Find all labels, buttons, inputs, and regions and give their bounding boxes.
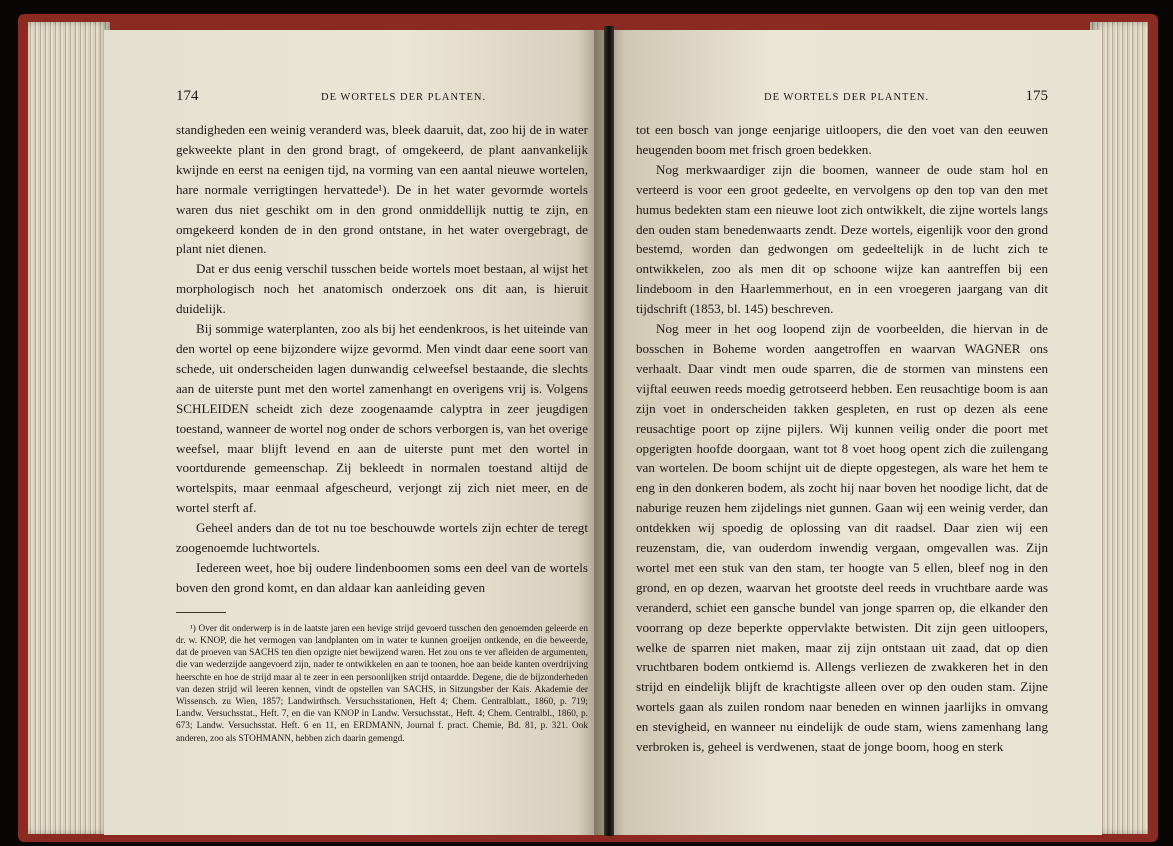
left-page-body xyxy=(176,120,588,598)
paragraph: Dat er dus eenig verschil tusschen beide wortels moet bestaan, al wijst het morphologisch noch het anatomisch onderzoek ons dit aan, is hieruit duidelijk. xyxy=(176,261,588,317)
right-page xyxy=(594,30,1102,835)
paragraph: tot een bosch van jonge eenjarige uitloopers, die den voet van den eeuwen heugenden boom met frisch groen bedekken. xyxy=(636,122,1048,157)
left-page xyxy=(104,30,612,835)
running-head: DE WORTELS DER PLANTEN. xyxy=(764,92,930,103)
paragraph: Nog meer in het oog loopend zijn de voorbeelden, die hiervan in de bosschen in Boheme worden aangetroffen en waarvan WAGNER ons verhaalt. Daar vindt men oude sparren, die de stormen van minstens een vijftal eeuwen reeds moedig getrotseerd hebben. Een reusachtige boom is aan zijn voet in onderscheiden takken gespleten, en rust op dezen als eene reusachtige poort op zijne pijlers. Wij kunnen veilig onder die poort met opgerigten hoofde doorgaan, want tot 8 voet hoog opent zich die zuilengang van wortelen. De boom schijnt uit de diepte opgestegen, als ware het hem te eng in den donkeren bodem, als zocht hij naar boven het noodige licht, dat de naburige reuzen hem zijdelings niet gunnen. Gaan wij een weinig verder, dan ontdekken wij spoedig de oplossing van dit raadsel. Daar zien wij een reuzenstam, die, van ouderdom inwendig vergaan, omgevallen was. Zijn wortel met een stuk van den stam, ter hoogte van 5 ellen, bleef nog in den grond, en op dezen, waarvan het grootste deel reeds in vruchtbare aarde was veranderd, schiet een gansche bundel van jonge sparren op, die elkander den voorrang op deze beperkte oppervlakte betwisten. Dit zijn geen uitloopers, welke de sparren niet maken, maar zij zijn ontstaan uit zaad, dat op dien vruchtbaren bodem ontkiemd is. Allengs verliezen de zwakkeren het in den strijd en eindelijk blijft de krachtigste alleen over op den ouden stam. Zijne wortels gaan als zuilen rondom naar beneden en winnen jaarlijks in omvang en stevigheid, en wanneer nu eindelijk de oude stam, wiens zamenhang lang verbroken is, geheel is verdwenen, staat de jonge boom, hoog en sterk xyxy=(636,321,1048,755)
page-edges-left xyxy=(28,22,110,834)
open-book xyxy=(28,16,1152,840)
footnote-rule xyxy=(176,612,226,613)
right-page-header xyxy=(636,88,1048,110)
left-page-header xyxy=(176,88,588,110)
book-gutter xyxy=(604,26,614,836)
page-number: 175 xyxy=(1025,88,1048,104)
footnote: ¹) Over dit onderwerp is in de laatste jaren een hevige strijd gevoerd tusschen den genoemden geleerde en dr. w. KNOP, die het vermogen van landplanten om in water te kunnen groeijen ontkende, en die beweerde, dat de proeven van SACHS ten dien opzigte niet bewijzend waren. Het zou ons te ver afleiden de argumenten, die van wederzijde aangevoerd zijn, nader te ontwikkelen en aan te toonen, hoe aan beide kanten overdrijving heerschte en hoe de strijd maar al te zeer in een persoonlijken strijd ontaardde. Degene, die de bijzonderheden van dezen strijd wil leeren kennen, vindt de opstellen van SACHS, in Sitzungsber der Kais. Akademie der Wissensch. zu Wien, 1857; Landwirthsch. Versuchsstationen, Heft 4; Chem. Centralblatt., 1860, p. 719; Landw. Versuchsstat., Heft. 7, en die van KNOP in Landw. Versuchsstat., Heft. 4; Chem. Centralbl., 1860, p. 673; Landw. Versuchsstat. Heft. 6 en 11, en ERDMANN, Journal f. pract. Chemie, Bd. 81, p. 321. Ook anderen, zoo als STOHMANN, hebben zich daarin gemengd. xyxy=(176,623,588,744)
paragraph: Iedereen weet, hoe bij oudere lindenboomen soms een deel van de wortels boven den grond komt, en dan aldaar kan aanleiding geven xyxy=(176,559,588,595)
right-page-body xyxy=(636,120,1048,757)
running-head: DE WORTELS DER PLANTEN. xyxy=(321,92,487,103)
paragraph: Nog merkwaardiger zijn die boomen, wanneer de oude stam hol en verteerd is voor een groot gedeelte, en vervolgens op den top van den met humus bedekten stam een nieuwe loot zich ontwikkelt, die zijne wortels langs den ouden stam benedenwaarts zendt. Deze wortels, eigenlijk voor den grond bestemd, worden dan gedwongen om gedeeltelijk in de lucht zich te ontwikkelen, zoo als men dit op schoone wijze kan aantreffen bij een lindeboom in den Haarlemmerhout, en in een vroegeren jaargang van dit tijdschrift (1853, bl. 145) beschreven. xyxy=(636,161,1048,317)
page-number: 174 xyxy=(176,88,199,104)
paragraph: Geheel anders dan de tot nu toe beschouwde wortels zijn echter de teregt zoogenoemde luchtwortels. xyxy=(176,520,588,556)
paragraph: Bij sommige waterplanten, zoo als bij het eendenkroos, is het uiteinde van den wortel op eene bijzondere wijze gevormd. Men vindt daar eene soort van schede, uit onderscheiden lagen dunwandig celweefsel bestaande, die slechts aan de uiterste punt met den wortel zamenhangt en overigens vrij is. Volgens SCHLEIDEN scheidt zich deze zoogenaamde calyptra in zeer jeugdigen toestand, wanneer de wortel nog onder de schors verborgen is, van het overige weefsel, maar blijft levend en aan de uiterste punt met den wortel in voortdurende gemeenschap. Zij bekleedt in normalen toestand altijd de wortelspits, maar eenmaal afgescheurd, verjongt zij zich niet meer, en de wortel sterft af. xyxy=(176,321,588,516)
paragraph: standigheden een weinig veranderd was, bleek daaruit, dat, zoo hij de in water gekweekte plant in den grond bragt, of omgekeerd, de plant aanvankelijk kwijnde en eerst na eenigen tijd, na vorming van een aantal nieuwe wortelen, hare normale verrigtingen hervattede¹). De in het water gevormde wortels waren dus niet geschikt om in den grond onmiddellijk nuttig te zijn, en omgekeerd konden de in den grond ontstane, in het water overgebragt, de plant niet dienen. xyxy=(176,122,588,257)
